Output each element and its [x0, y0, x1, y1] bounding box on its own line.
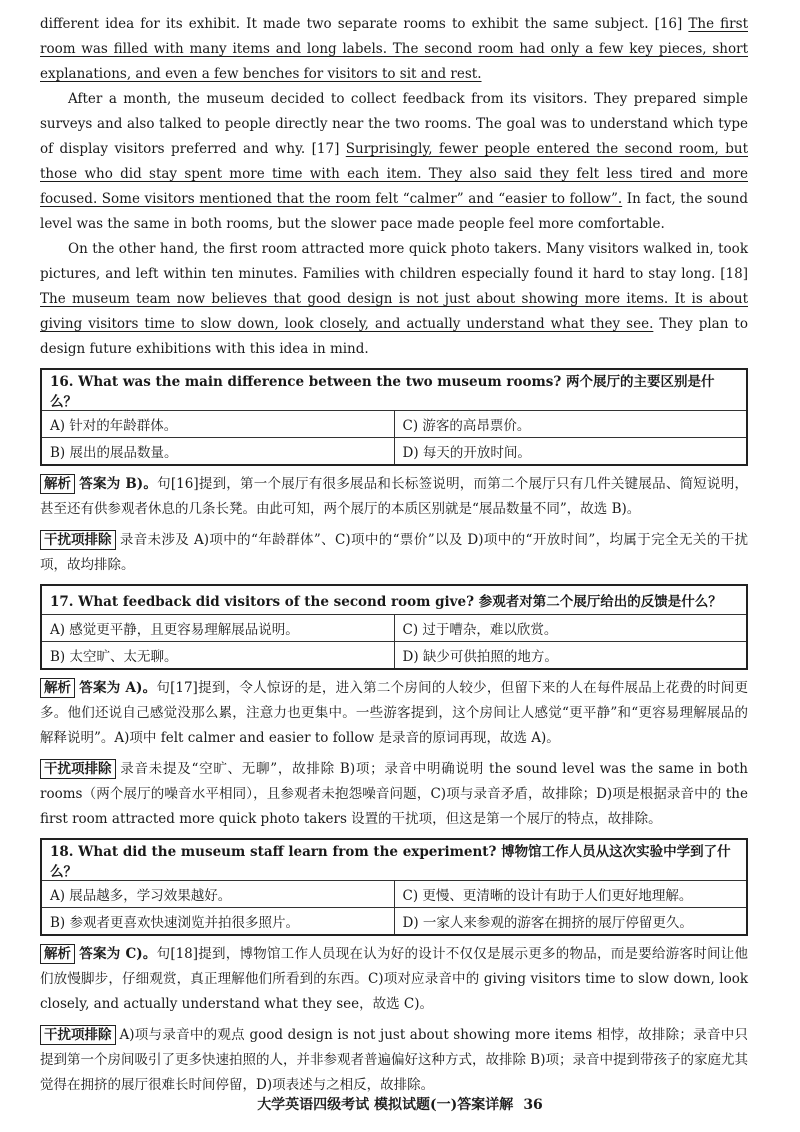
page-number: 36	[523, 1097, 543, 1113]
footer-title: 大学英语四级考试 模拟试题(一)答案详解	[257, 1097, 514, 1113]
distractor-tag: 干扰项排除	[40, 1025, 116, 1045]
distractor-18	[40, 1023, 748, 1098]
analysis-text: 句[17]提到，令人惊讶的是，进入第二个房间的人较少，但留下来的人在每件展品上花费的时间更多。他们还说自己感觉没那么累，注意力也更集中。一些游客提到，这个房间让人感觉“更平静”和“更容易理解展品的解释说明”。A)项中 felt calmer and easier to follow 是录音的原词再现，故选 A)。	[40, 680, 748, 746]
page-footer	[0, 1094, 800, 1114]
passage-underlined-text: Surprisingly, fewer people entered the second room, but those who did stay spent more time with each item. They also said they felt less tired and more focused. Some visitors mentioned that the room felt “calmer” and “easier to follow”.	[40, 141, 748, 207]
option-c: C) 游客的高昂票价。	[394, 411, 747, 438]
distractor-16	[40, 528, 748, 578]
answer-text: 答案为 A)。	[79, 680, 157, 696]
option-d: D) 缺少可供拍照的地方。	[394, 642, 747, 670]
question-stem: 18. What did the museum staff learn from the experiment? 博物馆工作人员从这次实验中学到了什么？	[41, 839, 747, 881]
distractor-text: A)项与录音中的观点 good design is not just about showing more items 相悖，故排除；录音中只提到第一个房间吸引了更多快速拍照的人，并非参观者普遍偏好这种方式，故排除 B)项；录音中提到带孩子的家庭尤其觉得在拥挤的展厅很难长时间停留，D)项表述与之相反，故排除。	[40, 1027, 748, 1093]
question-stem: 16. What was the main difference between the two museum rooms? 两个展厅的主要区别是什么？	[41, 369, 747, 411]
question-16-table	[40, 368, 748, 466]
passage-text: After a month, the museum decided to collect feedback from its visitors. They prepared simple surveys and also talked to people directly near the two rooms. The goal was to understand which type of display visitors preferred and why. [17]	[40, 91, 748, 157]
passage-paragraph-1	[40, 12, 748, 87]
distractor-17	[40, 757, 748, 832]
analysis-tag: 解析	[40, 474, 75, 494]
analysis-tag: 解析	[40, 678, 75, 698]
question-18-table	[40, 838, 748, 936]
option-b: B) 展出的展品数量。	[41, 438, 394, 466]
distractor-tag: 干扰项排除	[40, 530, 116, 550]
question-17-table	[40, 584, 748, 670]
option-d: D) 每天的开放时间。	[394, 438, 747, 466]
option-d: D) 一家人来参观的游客在拥挤的展厅停留更久。	[394, 908, 747, 936]
analysis-18	[40, 942, 748, 1017]
passage-paragraph-3	[40, 237, 748, 362]
option-a: A) 针对的年龄群体。	[41, 411, 394, 438]
passage-text: They plan to design future exhibitions with this idea in mind.	[40, 316, 748, 357]
option-b: B) 太空旷、太无聊。	[41, 642, 394, 670]
analysis-tag: 解析	[40, 944, 75, 964]
answer-text: 答案为 C)。	[79, 946, 157, 962]
passage-underlined-text: The first room was filled with many items and long labels. The second room had only a few key pieces, short explanations, and even a few benches for visitors to sit and rest.	[40, 16, 748, 82]
analysis-17	[40, 676, 748, 751]
passage-text: On the other hand, the first room attracted more quick photo takers. Many visitors walked in, took pictures, and left within ten minutes. Families with children especially found it hard to stay long. [18]	[40, 241, 748, 282]
analysis-text: 句[18]提到，博物馆工作人员现在认为好的设计不仅仅是展示更多的物品，而是要给游客时间让他们放慢脚步，仔细观赏，真正理解他们所看到的东西。C)项对应录音中的 giving visitors time to slow down, look closely, and actually understand what they see，故选 C)。	[40, 946, 748, 1012]
option-a: A) 感觉更平静，且更容易理解展品说明。	[41, 615, 394, 642]
option-a: A) 展品越多，学习效果越好。	[41, 881, 394, 908]
analysis-16	[40, 472, 748, 522]
option-b: B) 参观者更喜欢快速浏览并拍很多照片。	[41, 908, 394, 936]
option-c: C) 更慢、更清晰的设计有助于人们更好地理解。	[394, 881, 747, 908]
answer-text: 答案为 B)。	[79, 476, 158, 492]
distractor-text: 录音未提及“空旷、无聊”，故排除 B)项；录音中明确说明 the sound level was the same in both rooms（两个展厅的噪音水平相同），且参观者未抱怨噪音问题，C)项与录音矛盾，故排除；D)项是根据录音中的 the first room attracted more quick photo takers 设置的干扰项，但这是第一个展厅的特点，故排除。	[40, 761, 748, 827]
content	[40, 12, 748, 1098]
question-stem: 17. What feedback did visitors of the second room give? 参观者对第二个展厅给出的反馈是什么？	[41, 585, 747, 615]
option-c: C) 过于嘈杂，难以欣赏。	[394, 615, 747, 642]
passage-underlined-text: The museum team now believes that good design is not just about showing more items. It is about giving visitors time to slow down, look closely, and actually understand what they see.	[40, 291, 748, 332]
passage-text: different idea for its exhibit. It made two separate rooms to exhibit the same subject. [16]	[40, 16, 689, 32]
passage-text: In fact, the sound level was the same in both rooms, but the slower pace made people feel more comfortable.	[40, 191, 748, 232]
distractor-text: 录音未涉及 A)项中的“年龄群体”、C)项中的“票价”以及 D)项中的“开放时间”，均属于完全无关的干扰项，故均排除。	[40, 532, 748, 573]
passage-paragraph-2	[40, 87, 748, 237]
distractor-tag: 干扰项排除	[40, 759, 116, 779]
analysis-text: 句[16]提到，第一个展厅有很多展品和长标签说明，而第二个展厅只有几件关键展品、简短说明，甚至还有供参观者休息的几条长凳。由此可知，两个展厅的本质区别就是“展品数量不同”，故选 B)。	[40, 476, 749, 517]
